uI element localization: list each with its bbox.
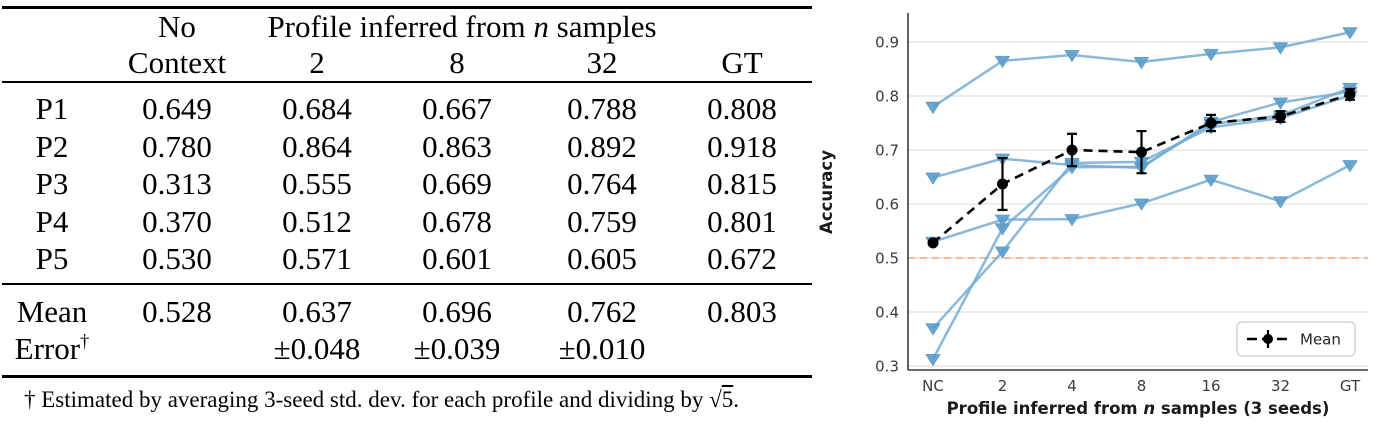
- y-tick-label: 0.9: [875, 33, 899, 52]
- table-row: [2, 203, 812, 241]
- table-cell: ±0.039: [413, 331, 501, 366]
- table-cell: 0.780: [142, 128, 212, 164]
- table-cell: 0.571: [282, 241, 352, 276]
- x-tick-label: GT: [1339, 377, 1361, 395]
- table-cell: 0.764: [567, 166, 637, 201]
- col-header-8: 8: [449, 45, 465, 80]
- table-cell: 0.555: [282, 166, 352, 201]
- gt-header: GT: [721, 45, 763, 80]
- table-cell: ±0.010: [558, 331, 646, 366]
- dagger-icon: †: [80, 331, 90, 353]
- row-label: P4: [35, 203, 69, 239]
- triangle-down-marker: [926, 102, 940, 113]
- group-prefix: Profile inferred from: [267, 9, 534, 44]
- mean-marker: [1275, 111, 1286, 122]
- table-cell: 0.649: [142, 91, 212, 126]
- table-cell: 0.762: [567, 293, 637, 329]
- triangle-down-marker: [996, 56, 1010, 67]
- mean-series: [928, 89, 1356, 249]
- table-cell: 0.313: [142, 166, 212, 201]
- table-cell: 0.808: [707, 91, 777, 126]
- table-cell: 0.370: [142, 203, 212, 239]
- table-cell: 0.864: [282, 128, 352, 164]
- y-tick-label: 0.5: [875, 249, 899, 268]
- accuracy-chart: [800, 0, 1373, 425]
- triangle-down-marker: [926, 173, 940, 184]
- table-cell: 0.803: [707, 293, 777, 329]
- table-row: [2, 165, 812, 203]
- table-cell: 0.815: [707, 166, 777, 201]
- triangle-down-marker: [926, 354, 940, 365]
- mean-marker: [928, 237, 939, 248]
- y-tick-labels: [875, 34, 899, 376]
- x-tick-label: 4: [1067, 377, 1077, 395]
- table-cell: [102, 330, 252, 376]
- results-table: [2, 6, 812, 378]
- table-cell: 0.801: [707, 203, 777, 239]
- table-cell: ±0.048: [273, 331, 361, 366]
- footnote-text: † Estimated by averaging 3-seed std. dev. for each profile and dividing by: [24, 386, 710, 412]
- mean-marker: [1345, 89, 1356, 100]
- table-row: [2, 240, 812, 284]
- footnote: [2, 387, 814, 413]
- row-label: P5: [35, 241, 69, 276]
- table-cell: 0.863: [422, 128, 492, 164]
- col-header-2: 2: [309, 45, 325, 80]
- row-label: P2: [35, 128, 69, 164]
- group-n: n: [533, 9, 549, 44]
- profile-group-header: [252, 8, 672, 46]
- legend: [1237, 322, 1355, 356]
- triangle-down-marker: [1135, 57, 1149, 68]
- triangle-down-marker: [926, 324, 940, 335]
- table-cell: 0.678: [422, 203, 492, 239]
- row-label: Mean: [16, 293, 88, 329]
- col-header-32: 32: [586, 45, 618, 80]
- x-tick-label: 8: [1136, 377, 1147, 395]
- triangle-down-marker: [1343, 161, 1357, 172]
- footnote-radicand: 5: [721, 386, 734, 412]
- x-tick-label: 16: [1201, 377, 1221, 395]
- table-cell: 0.684: [282, 91, 352, 126]
- table-row: [2, 82, 812, 128]
- footnote-suffix: .: [733, 386, 739, 412]
- mean-marker: [1206, 118, 1217, 129]
- table-cell: 0.918: [707, 128, 777, 164]
- table-cell: 0.528: [142, 293, 212, 329]
- table-cell: 0.696: [422, 293, 492, 329]
- x-tick-label: 2: [997, 377, 1008, 395]
- mean-marker: [1067, 145, 1078, 156]
- y-tick-label: 0.8: [875, 87, 899, 106]
- table-cell: 0.601: [422, 241, 492, 276]
- group-suffix: samples: [548, 9, 657, 44]
- legend-mean-marker: [1263, 334, 1273, 344]
- results-table-wrap: [2, 6, 814, 413]
- table-cell: 0.892: [567, 128, 637, 164]
- table-cell: 0.667: [422, 91, 492, 126]
- table-header: [2, 8, 812, 83]
- row-label: P3: [35, 166, 69, 201]
- x-tick-labels: [922, 377, 1361, 395]
- chart-svg: [800, 0, 1373, 425]
- sqrt-icon: √: [709, 386, 722, 412]
- mean-marker: [997, 179, 1008, 190]
- mean-marker: [1136, 147, 1147, 158]
- table-cell: 0.605: [567, 241, 637, 276]
- table-cell: 0.512: [282, 203, 352, 239]
- table-cell: 0.637: [282, 293, 352, 329]
- table-body: [2, 82, 812, 284]
- y-tick-label: 0.6: [875, 195, 899, 214]
- table-cell: 0.669: [422, 166, 492, 201]
- no-context-header: [102, 8, 252, 83]
- table-cell: [672, 330, 812, 376]
- y-tick-label: 0.7: [875, 141, 899, 160]
- triangle-down-marker: [1274, 197, 1288, 208]
- x-tick-label: 32: [1270, 377, 1291, 395]
- x-axis-label: Profile inferred from n samples (3 seeds): [946, 399, 1330, 418]
- table-cell: 0.788: [567, 91, 637, 126]
- table-cell: 0.530: [142, 241, 212, 276]
- y-tick-label: 0.4: [875, 303, 899, 322]
- profile-series: [926, 28, 1357, 366]
- x-tick-label: NC: [922, 377, 944, 395]
- row-label: P1: [35, 91, 69, 126]
- table-cell: 0.672: [707, 241, 777, 276]
- table-row: [2, 128, 812, 166]
- error-row: [2, 330, 812, 376]
- legend-label: Mean: [1300, 330, 1341, 349]
- no-context-line1: No: [158, 9, 196, 44]
- table-cell: 0.759: [567, 203, 637, 239]
- table-summary: [2, 284, 812, 377]
- no-context-line2: Context: [127, 45, 227, 80]
- mean-row: [2, 284, 812, 331]
- corner-cell: [2, 8, 102, 83]
- y-axis-label: Accuracy: [817, 150, 836, 234]
- y-tick-label: 0.3: [875, 357, 899, 376]
- row-label: Error†: [14, 331, 90, 366]
